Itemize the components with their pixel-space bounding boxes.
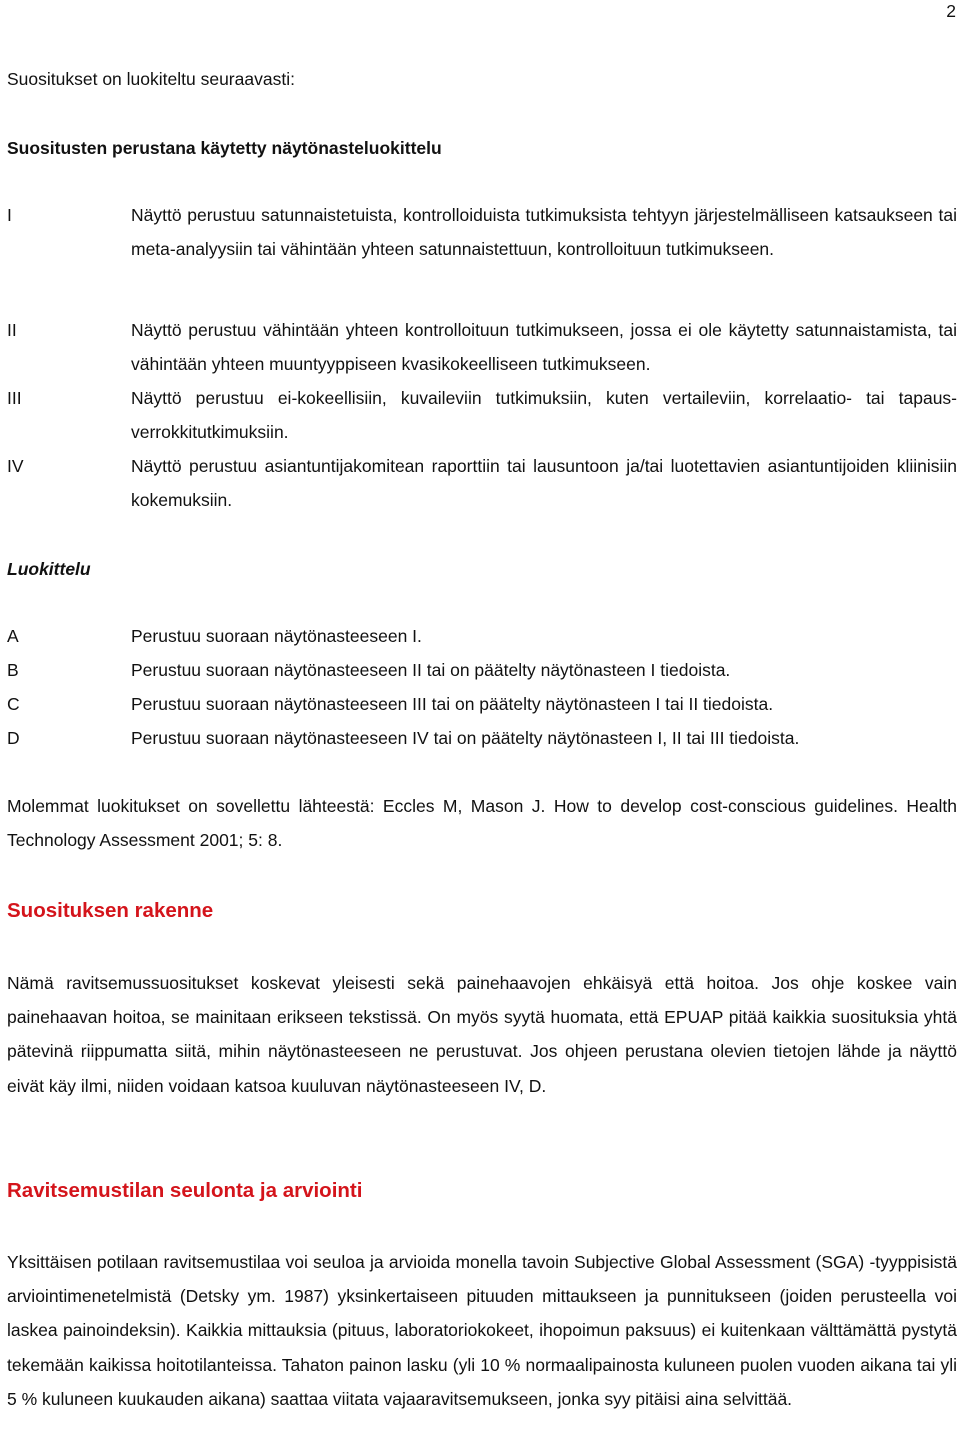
page-number: 2 bbox=[946, 1, 956, 21]
evidence-heading: Suositusten perustana käytetty näytönasteluokittelu bbox=[7, 138, 442, 158]
classification-text: Perustuu suoraan näytönasteeseen I. bbox=[131, 626, 422, 646]
intro-text: Suositukset on luokiteltu seuraavasti: bbox=[7, 69, 295, 89]
section-paragraph-seulonta: Yksittäisen potilaan ravitsemustilaa voi seuloa ja arvioida monella tavoin Subjective Global Assessment (SGA) -tyyppisistä arviointimenetelmistä (Detsky ym. 1987) yksinkertaiseen pituuden mittaukseen ja punnitukseen (joiden perusteella voi laskea painoindeksin). Kaikkia mittauksia (pituus, laboratoriokokeet, ihopoimun paksuus) ei kuitenkaan välttämättä pystytä tekemään kaikissa hoitotilanteissa. Tahaton painon lasku (yli 10 % normaalipainosta kuluneen puolen vuoden aikana tai yli 5 % kuluneen kuukauden aikana) saattaa viitata vajaaravitsemukseen, jonka syy pitäisi aina selvittää. bbox=[7, 1252, 957, 1409]
classification-list bbox=[7, 619, 957, 755]
section-heading-seulonta: Ravitsemustilan seulonta ja arviointi bbox=[7, 1179, 363, 1202]
evidence-level-code: IV bbox=[7, 456, 24, 476]
source-note: Molemmat luokitukset on sovellettu lähteestä: Eccles M, Mason J. How to develop cost-conscious guidelines. Health Technology Assessment 2001; 5: 8. bbox=[7, 796, 957, 851]
classification-code: C bbox=[7, 694, 20, 714]
classification-text: Perustuu suoraan näytönasteeseen III tai on päätelty näytönasteen I tai II tiedoista. bbox=[131, 694, 774, 714]
classification-row bbox=[7, 687, 957, 721]
classification-row bbox=[7, 653, 957, 687]
classification-code: D bbox=[7, 728, 20, 748]
classification-text: Perustuu suoraan näytönasteeseen II tai on päätelty näytönasteen I tiedoista. bbox=[131, 660, 731, 680]
classification-text: Perustuu suoraan näytönasteeseen IV tai on päätelty näytönasteen I, II tai III tiedoista. bbox=[131, 728, 800, 748]
evidence-level-code: III bbox=[7, 388, 22, 408]
classification-code: B bbox=[7, 660, 19, 680]
classification-heading: Luokittelu bbox=[7, 559, 91, 579]
evidence-level-text: Näyttö perustuu asiantuntijakomitean raporttiin tai lausuntoon ja/tai luotettavien asiantuntijoiden kliinisiin kokemuksiin. bbox=[131, 456, 957, 511]
section-heading-rakenne: Suosituksen rakenne bbox=[7, 899, 214, 922]
classification-row bbox=[7, 619, 957, 653]
evidence-level-text: Näyttö perustuu vähintään yhteen kontrolloituun tutkimukseen, jossa ei ole käytetty satunnaistamista, tai vähintään yhteen muuntyyppiseen kvasikokeelliseen tutkimukseen. bbox=[131, 320, 957, 375]
classification-code: A bbox=[7, 626, 19, 646]
section-paragraph-rakenne: Nämä ravitsemussuositukset koskevat yleisesti sekä painehaavojen ehkäisyä että hoitoa. Jos ohje koskee vain painehaavan hoitoa, se mainitaan erikseen tekstissä. On myös syytä huomata, että EPUAP pitää kaikkia suosituksia yhtä pätevinä riippumatta siitä, mihin näytönasteeseen ne perustuvat. Jos ohjeen perustana olevien tietojen lähde ja näyttö eivät käy ilmi, niiden voidaan katsoa kuuluvan näytönasteeseen IV, D. bbox=[7, 973, 957, 1096]
evidence-level-code: I bbox=[7, 205, 12, 225]
evidence-level-text: Näyttö perustuu satunnaistetuista, kontrolloiduista tutkimuksista tehtyyn järjestelmälliseen katsaukseen tai meta-analyysiin tai vähintään yhteen satunnaistettuun, kontrolloituun tutkimukseen. bbox=[131, 205, 957, 260]
evidence-level-code: II bbox=[7, 320, 17, 340]
evidence-level-text: Näyttö perustuu ei-kokeellisiin, kuvaileviin tutkimuksiin, kuten vertaileviin, korrelaatio- tai tapaus-verrokkitutkimuksiin. bbox=[131, 388, 957, 443]
classification-row bbox=[7, 721, 957, 755]
